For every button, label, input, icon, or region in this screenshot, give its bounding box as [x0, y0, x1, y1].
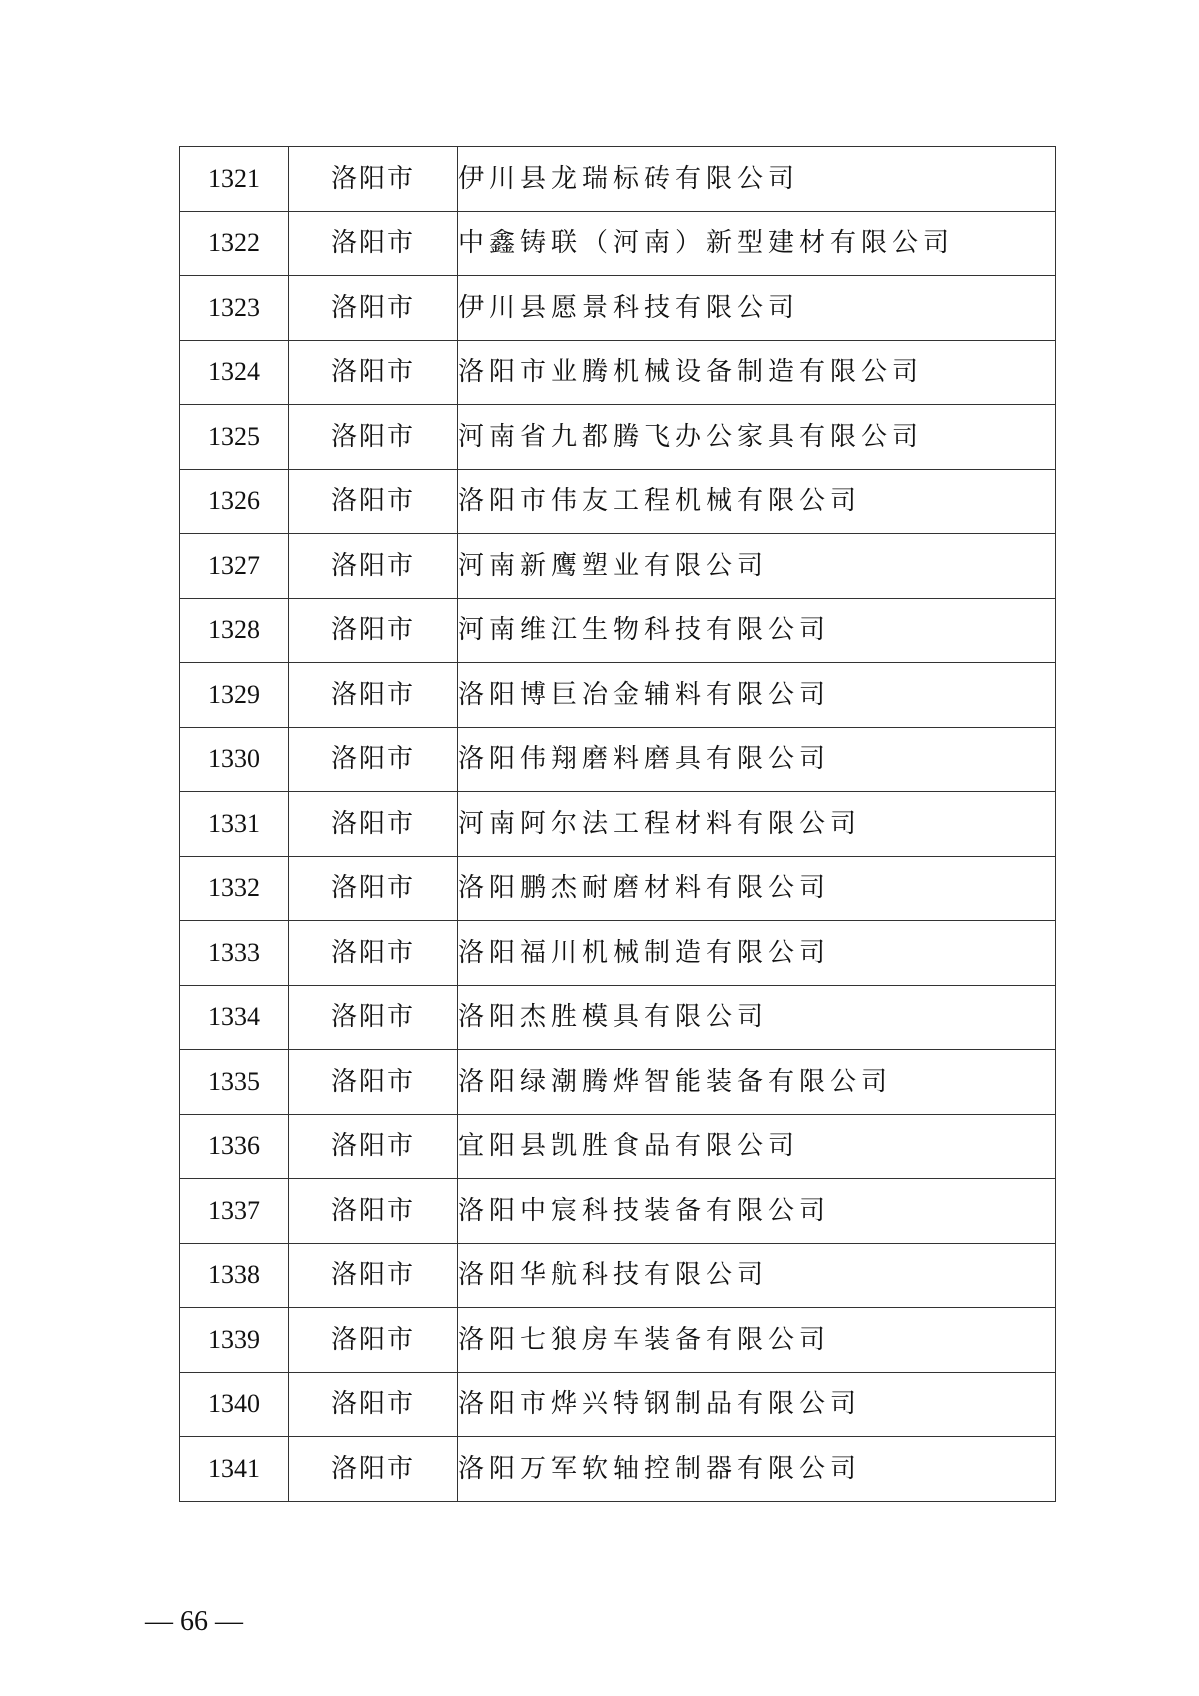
city-cell: 洛阳市 [289, 921, 458, 986]
city-cell: 洛阳市 [289, 856, 458, 921]
table-row [180, 211, 1056, 276]
company-name-cell: 洛阳绿潮腾烨智能装备有限公司 [458, 1050, 1056, 1115]
table-row [180, 598, 1056, 663]
row-number-cell: 1326 [180, 469, 289, 534]
company-name-cell: 洛阳中宸科技装备有限公司 [458, 1179, 1056, 1244]
table-row [180, 469, 1056, 534]
city-cell: 洛阳市 [289, 598, 458, 663]
table-row [180, 1243, 1056, 1308]
city-cell: 洛阳市 [289, 405, 458, 470]
city-cell: 洛阳市 [289, 792, 458, 857]
row-number-cell: 1340 [180, 1372, 289, 1437]
company-name-cell: 洛阳市伟友工程机械有限公司 [458, 469, 1056, 534]
row-number-cell: 1337 [180, 1179, 289, 1244]
city-cell: 洛阳市 [289, 1243, 458, 1308]
company-name-cell: 河南省九都腾飞办公家具有限公司 [458, 405, 1056, 470]
company-list-body [180, 147, 1056, 1502]
row-number-cell: 1322 [180, 211, 289, 276]
city-cell: 洛阳市 [289, 1050, 458, 1115]
city-cell: 洛阳市 [289, 1437, 458, 1502]
row-number-cell: 1339 [180, 1308, 289, 1373]
row-number-cell: 1341 [180, 1437, 289, 1502]
table-row [180, 1114, 1056, 1179]
company-name-cell: 洛阳福川机械制造有限公司 [458, 921, 1056, 986]
city-cell: 洛阳市 [289, 340, 458, 405]
city-cell: 洛阳市 [289, 727, 458, 792]
page-number: — 66 — [145, 1606, 243, 1637]
city-cell: 洛阳市 [289, 211, 458, 276]
table-row [180, 340, 1056, 405]
row-number-cell: 1327 [180, 534, 289, 599]
city-cell: 洛阳市 [289, 1308, 458, 1373]
table-row [180, 405, 1056, 470]
company-name-cell: 洛阳七狼房车装备有限公司 [458, 1308, 1056, 1373]
city-cell: 洛阳市 [289, 1114, 458, 1179]
row-number-cell: 1329 [180, 663, 289, 728]
row-number-cell: 1335 [180, 1050, 289, 1115]
company-name-cell: 洛阳市业腾机械设备制造有限公司 [458, 340, 1056, 405]
company-name-cell: 河南维江生物科技有限公司 [458, 598, 1056, 663]
company-name-cell: 洛阳博巨冶金辅料有限公司 [458, 663, 1056, 728]
row-number-cell: 1332 [180, 856, 289, 921]
table-row [180, 1050, 1056, 1115]
city-cell: 洛阳市 [289, 147, 458, 212]
table-row [180, 856, 1056, 921]
city-cell: 洛阳市 [289, 1372, 458, 1437]
company-list-table [179, 146, 1056, 1502]
company-name-cell: 宜阳县凯胜食品有限公司 [458, 1114, 1056, 1179]
row-number-cell: 1333 [180, 921, 289, 986]
table-row [180, 1308, 1056, 1373]
row-number-cell: 1325 [180, 405, 289, 470]
company-name-cell: 中鑫铸联（河南）新型建材有限公司 [458, 211, 1056, 276]
row-number-cell: 1324 [180, 340, 289, 405]
table-row [180, 985, 1056, 1050]
table-row [180, 921, 1056, 986]
table-row [180, 534, 1056, 599]
table-row [180, 1372, 1056, 1437]
company-name-cell: 洛阳伟翔磨料磨具有限公司 [458, 727, 1056, 792]
table-row [180, 727, 1056, 792]
table-row [180, 1437, 1056, 1502]
row-number-cell: 1321 [180, 147, 289, 212]
city-cell: 洛阳市 [289, 985, 458, 1050]
row-number-cell: 1338 [180, 1243, 289, 1308]
table-row [180, 276, 1056, 341]
company-name-cell: 伊川县龙瑞标砖有限公司 [458, 147, 1056, 212]
city-cell: 洛阳市 [289, 469, 458, 534]
city-cell: 洛阳市 [289, 276, 458, 341]
table-row [180, 792, 1056, 857]
table-row [180, 1179, 1056, 1244]
company-name-cell: 河南阿尔法工程材料有限公司 [458, 792, 1056, 857]
table-row [180, 147, 1056, 212]
row-number-cell: 1336 [180, 1114, 289, 1179]
company-name-cell: 伊川县愿景科技有限公司 [458, 276, 1056, 341]
company-name-cell: 洛阳万军软轴控制器有限公司 [458, 1437, 1056, 1502]
city-cell: 洛阳市 [289, 1179, 458, 1244]
row-number-cell: 1331 [180, 792, 289, 857]
company-name-cell: 洛阳鹏杰耐磨材料有限公司 [458, 856, 1056, 921]
company-name-cell: 洛阳华航科技有限公司 [458, 1243, 1056, 1308]
company-name-cell: 河南新鹰塑业有限公司 [458, 534, 1056, 599]
row-number-cell: 1328 [180, 598, 289, 663]
company-name-cell: 洛阳杰胜模具有限公司 [458, 985, 1056, 1050]
row-number-cell: 1323 [180, 276, 289, 341]
city-cell: 洛阳市 [289, 663, 458, 728]
city-cell: 洛阳市 [289, 534, 458, 599]
row-number-cell: 1334 [180, 985, 289, 1050]
row-number-cell: 1330 [180, 727, 289, 792]
table-row [180, 663, 1056, 728]
company-name-cell: 洛阳市烨兴特钢制品有限公司 [458, 1372, 1056, 1437]
